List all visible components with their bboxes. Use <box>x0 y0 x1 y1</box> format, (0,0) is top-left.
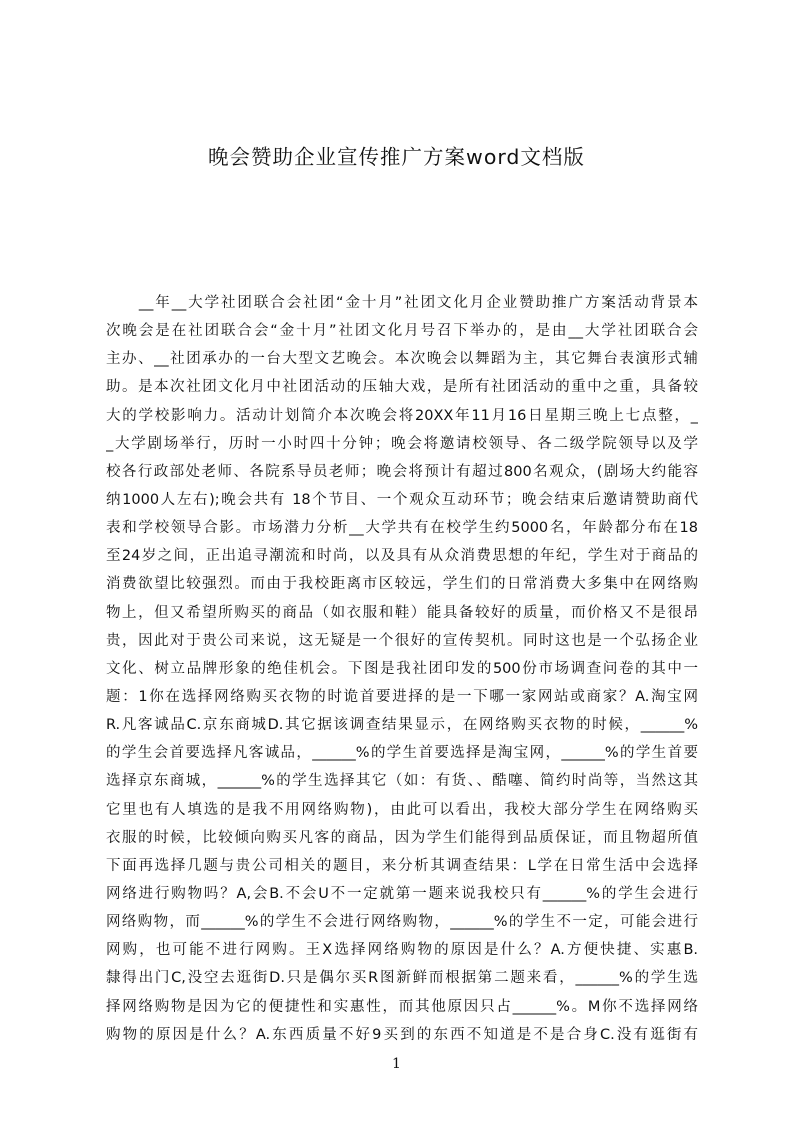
body-line: 选择京东商城，______%的学生选择其它（如：有货、、酷噻、简约时尚等，当然这其 <box>106 773 698 790</box>
body-line: 表和学校领导合影。市场潜力分析__大学共有在校学生约5000名，年龄都分布在18 <box>106 520 698 537</box>
body-line: 大的学校影响力。活动计划简介本次晚会将20XX年11月16日星期三晚上七点整，_ <box>106 407 698 424</box>
body-line: 消费欲望比较强烈。而由于我校距离市区较远，学生们的日常消费大多集中在网络购 <box>106 576 698 593</box>
body-line: R.凡客诚品C.京东商城D.其它据该调查结果显示，在网络购买衣物的时候，______% <box>106 717 698 734</box>
body-line: 它里也有人填选的是我不用网络购物)，由此可以看出，我校大部分学生在网络购买 <box>106 801 698 818</box>
body-line: 的学生会首要选择凡客诚品，______%的学生首要选择是淘宝网，______%的学生首要 <box>106 745 698 762</box>
body-line: 购物的原因是什么？A.东西质量不好9买到的东西不知道是不是合身C.没有逛街有 <box>106 1026 698 1041</box>
body-line: 网络购物，而______%的学生不会进行网络购物，______%的学生不一定，可能会进行 <box>106 914 698 931</box>
body-line: __年__大学社团联合会社团“金十月”社团文化月企业赞助推广方案活动背景本 <box>106 295 698 311</box>
body-line: _大学剧场举行，历时一小时四十分钟；晚会将邀请校领导、各二级学院领导以及学 <box>106 435 698 452</box>
body-line: 主办、__社团承办的一台大型文艺晚会。本次晚会以舞蹈为主，其它舞台表演形式辅 <box>106 351 698 368</box>
document-body <box>106 289 698 1041</box>
body-line: 网购，也可能不进行网购。王X选择网络购物的原因是什么？A.方便快捷、实惠B. <box>106 942 698 959</box>
body-line: 网络进行购物吗？A,会B.不会U不一定就第一题来说我校只有______%的学生会进行 <box>106 885 698 902</box>
body-line: 衣服的时候，比较倾向购买凡客的商品，因为学生们能得到品质保证，而且物超所值 <box>106 829 698 846</box>
document-title: 晚会赞助企业宣传推广方案word文档版 <box>208 145 585 169</box>
page-number: 1 <box>392 1056 401 1072</box>
body-line: 下面再选择几题与贵公司相关的题目，来分析其调查结果：L学在日常生活中会选择 <box>106 857 698 874</box>
body-line: 隸得出门C,没空去逛街D.只是偶尔买R图新鲜而根据第二题来看，______%的学生选 <box>106 970 698 987</box>
body-line: 择网络购物是因为它的便捷性和实惠性，而其他原因只占______%。M你不选择网络 <box>106 998 698 1015</box>
body-line: 题：1你在选择网络购买衣物的时诡首要进择的是一下哪一家网站或商家？A.淘宝网 <box>106 688 698 705</box>
body-line: 助。是本次社团文化月中社团活动的压轴大戏，是所有社团活动的重中之重，具备较 <box>106 379 698 396</box>
body-line: 至24岁之间，正出追寻潮流和时尚，以及具有从众消费思想的年纪，学生对于商品的 <box>106 548 698 565</box>
body-line: 物上，但又希望所购买的商品（如衣服和鞋）能具备较好的质量，而价格又不是很昂 <box>106 604 698 621</box>
body-line: 纳1000人左右);晚会共有 18个节目、一个观众互动环节；晚会结束后邀请赞助商代 <box>106 491 698 508</box>
body-line: 校各行政部处老师、各院系导员老师；晚会将预计有超过800名观众，(剧场大约能容 <box>106 463 698 480</box>
body-line: 文化、树立品牌形象的绝佳机会。下图是我社团印发的500份市场调查问卷的其中一 <box>106 660 698 677</box>
body-line: 次晚会是在社团联合会“金十月”社团文化月号召下举办的，是由__大学社团联合会 <box>106 323 698 340</box>
body-line: 贵，因此对于贵公司来说，这无疑是一个很好的宣传契机。同时这也是一个弘扬企业 <box>106 632 698 649</box>
